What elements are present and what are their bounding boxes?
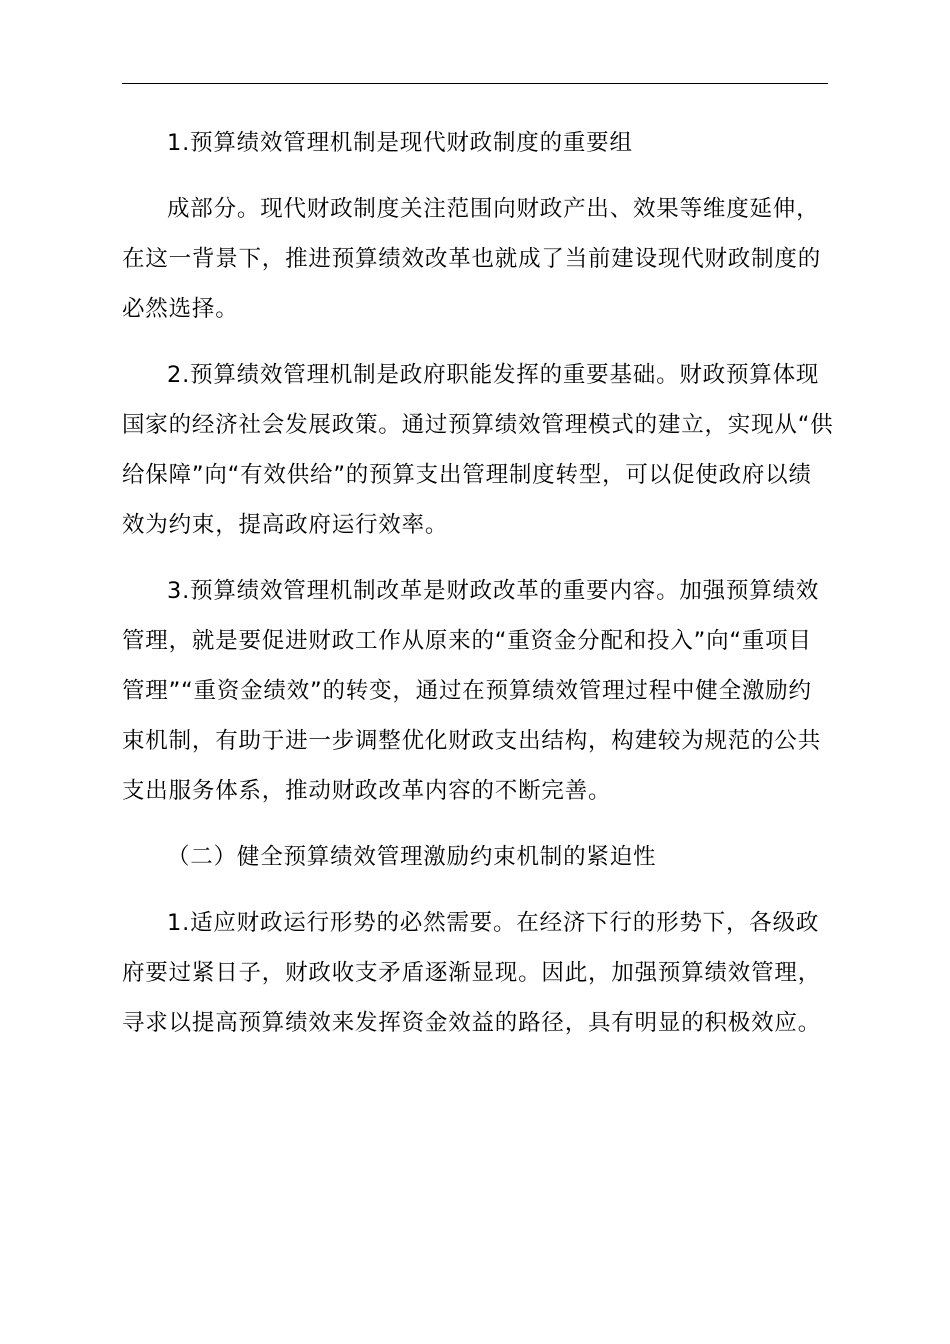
header-rule [122, 83, 828, 84]
paragraph-4: 3.预算绩效管理机制改革是财政改革的重要内容。加强预算绩效管理，就是要促进财政工作从原来的“重资金分配和投入”向“重项目管理”“重资金绩效”的转变，通过在预算绩效管理过程中健全激励约束机制，有助于进一步调整优化财政支出结构，构建较为规范的公共支出服务体系，推动财政改革内容的不断完善。 [122, 578, 822, 804]
paragraph-2: 成部分。现代财政制度关注范围向财政产出、效果等维度延伸，在这一背景下，推进预算绩效改革也就成了当前建设现代财政制度的必然选择。 [122, 196, 822, 322]
document-body [122, 118, 834, 1048]
paragraph-5: 1.适应财政运行形势的必然需要。在经济下行的形势下，各级政府要过紧日子，财政收支矛盾逐渐显现。因此，加强预算绩效管理，寻求以提高预算绩效来发挥资金效益的路径，具有明显的积极效应。 [122, 910, 822, 1036]
paragraph-1: 1.预算绩效管理机制是现代财政制度的重要组 [167, 130, 633, 156]
paragraph-3: 2.预算绩效管理机制是政府职能发挥的重要基础。财政预算体现国家的经济社会发展政策。通过预算绩效管理模式的建立，实现从“供给保障”向“有效供给”的预算支出管理制度转型，可以促使政府以绩效为约束，提高政府运行效率。 [122, 362, 834, 538]
section-heading: （二）健全预算绩效管理激励约束机制的紧迫性 [167, 844, 657, 870]
